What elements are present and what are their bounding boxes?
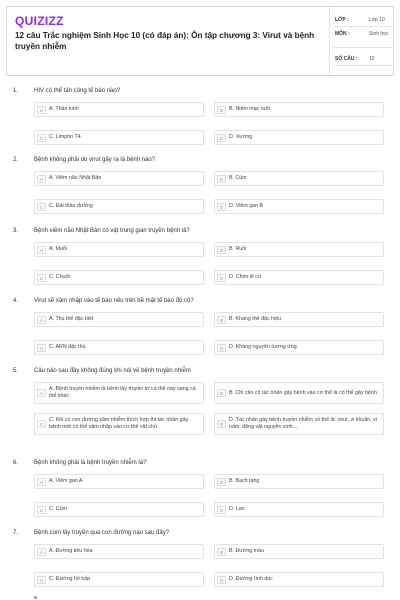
answer-option-d[interactable] <box>214 340 384 355</box>
option-letter-box: B <box>217 548 226 556</box>
option-letter-box: B <box>217 175 226 183</box>
option-letter-box: A <box>37 106 46 114</box>
option-text: C. Khi có con đường xâm nhiễm thích hợp thì tác nhân gây bệnh mới có thể xâm nhập vào cơ thể vật chủ <box>49 417 189 430</box>
option-text: A. Viêm não Nhật Bản <box>49 175 102 182</box>
meta-class-label: LỚP : <box>335 17 349 23</box>
meta-separator <box>333 26 393 27</box>
option-letter-box: C <box>37 576 46 584</box>
answer-option-c[interactable] <box>34 340 204 355</box>
option-letter-box: C <box>37 506 46 514</box>
option-text: C. ARN đặc thù <box>49 344 86 351</box>
question-number: 4. <box>13 298 19 304</box>
question-text: Bệnh không phải do virut gây ra là bệnh nào? <box>34 157 156 163</box>
meta-class-value: Lớp 10 <box>369 17 385 23</box>
answer-option-c[interactable] <box>34 130 204 145</box>
meta-subject-value: Sinh học <box>369 31 389 37</box>
answer-option-d[interactable] <box>214 572 384 587</box>
question-number: 2. <box>13 157 19 163</box>
question-text: Câu nào sau đây không đúng khi nói về bệnh truyền nhiễm <box>34 368 191 374</box>
option-text: B. Chỉ cần có tác nhân gây bệnh vào cơ thể là có thể gây bệnh <box>229 389 377 396</box>
question-text: Bệnh viêm não Nhật Bản có vật trung gian truyền bệnh là? <box>34 228 190 234</box>
option-letter-box: C <box>37 203 46 211</box>
question-number: 1. <box>13 88 19 94</box>
option-letter-box: D <box>217 134 226 142</box>
question-number: 7. <box>13 530 19 536</box>
option-text: B. Niêm mạc ruột <box>229 106 270 113</box>
option-letter-box: D <box>217 203 226 211</box>
option-letter-box: A <box>37 175 46 183</box>
answer-option-d[interactable] <box>214 502 384 517</box>
option-letter-box: A <box>37 246 46 254</box>
answer-option-d[interactable] <box>214 413 384 435</box>
question-text: Bệnh cúm lây truyền qua con đường nào sau đây? <box>34 530 170 536</box>
option-letter-box: D <box>217 344 226 352</box>
option-text: C. Chuột <box>49 274 70 281</box>
meta-separator <box>333 65 393 66</box>
option-text: C. Đường hô hấp <box>49 576 91 583</box>
meta-count-label: SỐ CÂU : <box>335 56 358 62</box>
option-text: A. Đường tiêu hóa <box>49 548 93 555</box>
option-text: A. Thần kinh <box>49 106 79 113</box>
answer-option-a[interactable] <box>34 544 204 559</box>
option-letter-box: D <box>217 274 226 282</box>
answer-option-b[interactable] <box>214 102 384 117</box>
option-text: B. Kháng thể đặc hiệu <box>229 316 282 323</box>
answer-option-c[interactable] <box>34 199 204 214</box>
option-text: C. Limpho T4 <box>49 134 81 141</box>
option-text: D. Kháng nguyên tương ứng <box>229 344 297 351</box>
meta-count-value: 12 <box>369 56 375 62</box>
answer-option-b[interactable] <box>214 242 384 257</box>
answer-option-b[interactable] <box>214 382 384 404</box>
answer-option-d[interactable] <box>214 270 384 285</box>
answer-option-b[interactable] <box>214 544 384 559</box>
meta-subject-label: MÔN : <box>335 31 350 37</box>
answer-option-a[interactable] <box>34 312 204 327</box>
answer-option-a[interactable] <box>34 171 204 186</box>
option-letter-box: C <box>37 420 46 428</box>
option-letter-box: D <box>217 576 226 584</box>
option-text: D. Lao <box>229 506 245 513</box>
answer-option-b[interactable] <box>214 474 384 489</box>
option-letter-box: A <box>37 316 46 324</box>
page-marker <box>34 596 37 599</box>
option-text: C. Cúm <box>49 506 67 513</box>
question-number: 3. <box>13 228 19 234</box>
option-letter-box: A <box>37 548 46 556</box>
answer-option-a[interactable] <box>34 474 204 489</box>
option-text: B. Bạch tạng <box>229 478 260 485</box>
option-letter-box: B <box>217 246 226 254</box>
worksheet-title: 12 câu Trắc nghiệm Sinh Học 10 (có đáp án): Ôn tập chương 3: Virut và bệnh truyền nhiễm <box>15 31 315 51</box>
option-text: A. Viêm gan A <box>49 478 83 485</box>
answer-option-b[interactable] <box>214 312 384 327</box>
option-letter-box: C <box>37 134 46 142</box>
answer-option-d[interactable] <box>214 199 384 214</box>
quizizz-logo: QUIZIZZ <box>15 14 64 28</box>
option-text: D. Chim di cư <box>229 274 262 281</box>
meta-separator <box>333 47 393 48</box>
option-letter-box: C <box>37 274 46 282</box>
option-letter-box: B <box>217 106 226 114</box>
answer-option-b[interactable] <box>214 171 384 186</box>
option-letter-box: B <box>217 389 226 397</box>
answer-option-a[interactable] <box>34 382 204 404</box>
question-text: Virut sẽ xâm nhập vào tế bào nếu trên bề mặt tế bào đó có? <box>34 298 194 304</box>
option-letter-box: A <box>37 478 46 486</box>
option-letter-box: D <box>217 420 226 428</box>
answer-option-a[interactable] <box>34 102 204 117</box>
answer-option-c[interactable] <box>34 270 204 285</box>
option-text: A. Bệnh truyền nhiễm là bệnh lây truyền từ cá thể này sang cá thể khác <box>49 386 196 399</box>
option-letter-box: C <box>37 344 46 352</box>
answer-option-c[interactable] <box>34 413 204 435</box>
option-letter-box: B <box>217 478 226 486</box>
option-letter-box: B <box>217 316 226 324</box>
answer-option-c[interactable] <box>34 502 204 517</box>
option-text: C. Đái tháo đường <box>49 203 93 210</box>
meta-divider <box>329 7 330 75</box>
option-text: D. Đường tình dục <box>229 576 273 583</box>
option-text: D. Viêm gan B <box>229 203 264 210</box>
worksheet-header <box>6 6 394 76</box>
option-text: B. Ruồi <box>229 246 247 253</box>
answer-option-c[interactable] <box>34 572 204 587</box>
option-text: D. Xương <box>229 134 253 141</box>
option-text: A. Muỗi <box>49 246 67 253</box>
answer-option-d[interactable] <box>214 130 384 145</box>
option-letter-box: D <box>217 506 226 514</box>
option-text: A. Thụ thể đặc biệt <box>49 316 94 323</box>
option-text: B. Đường máu <box>229 548 264 555</box>
answer-option-a[interactable] <box>34 242 204 257</box>
question-number: 5. <box>13 368 19 374</box>
option-letter-box: A <box>37 389 46 397</box>
option-text: D. Tác nhân gây bệnh truyền nhiễm có thể là: virut, vi khuẩn, vi nấm, động vật nguyên sinh... <box>229 417 378 430</box>
question-text: Bệnh không phải là bệnh truyền nhiễm là? <box>34 460 147 466</box>
question-number: 6. <box>13 460 19 466</box>
option-text: B. Cúm <box>229 175 247 182</box>
question-text: HIV có thể tấn công tế bào nào? <box>34 88 121 94</box>
